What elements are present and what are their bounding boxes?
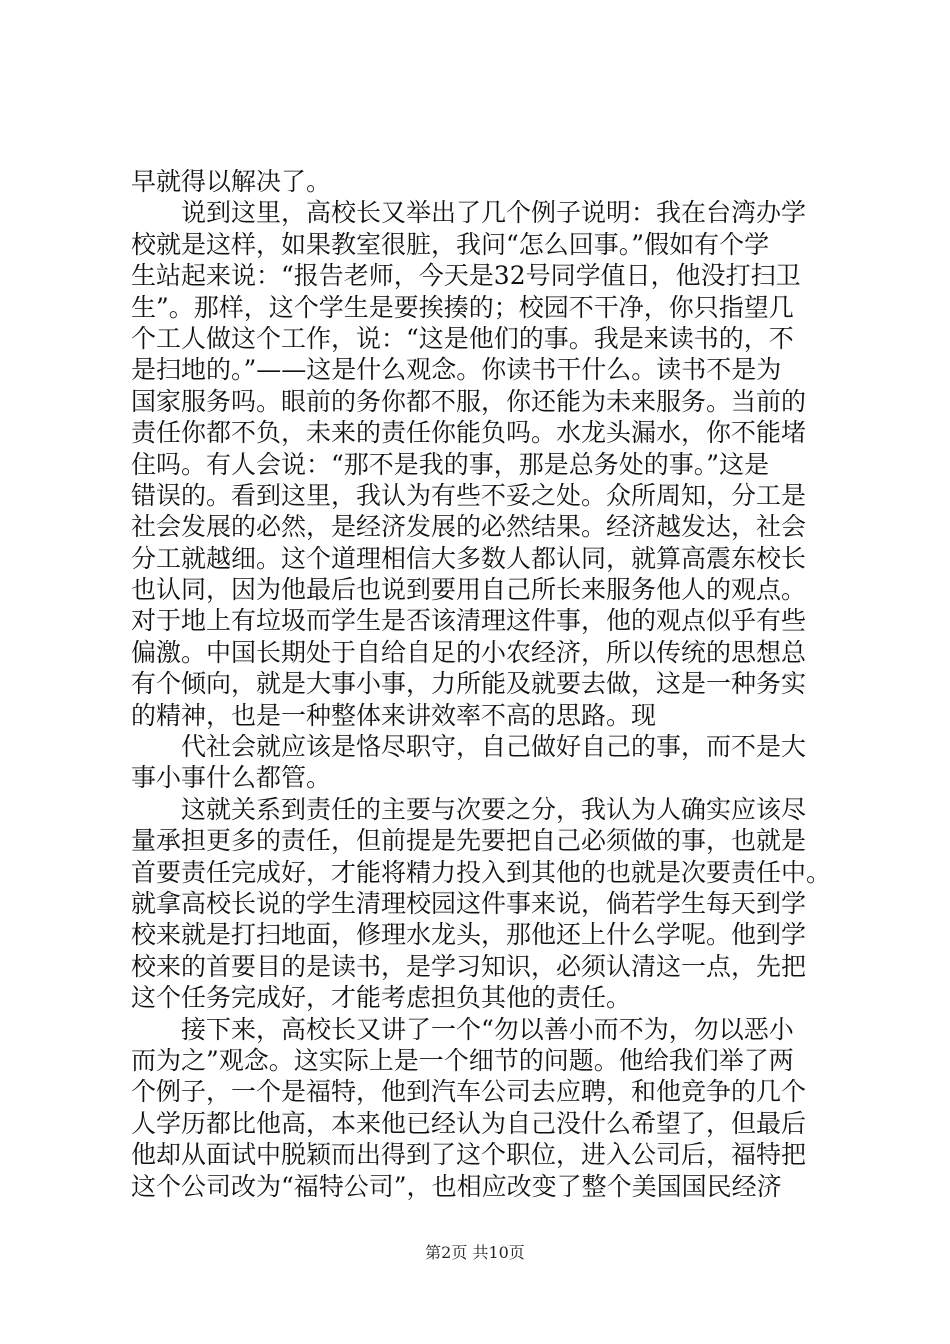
- text-line: 接下来，高校长又讲了一个“勿以善小而不为，勿以恶小: [131, 1014, 794, 1044]
- text-line: 人学历都比他高，本来他已经认为自己没什么希望了，但最后: [131, 1108, 807, 1138]
- text-line: 校来的首要目的是读书，是学习知识，必须认清这一点，先把: [131, 951, 807, 981]
- text-line: 校来就是打扫地面，修理水龙头，那他还上什么学呢。他到学: [131, 920, 807, 950]
- text-line: 偏激。中国长期处于自给自足的小农经济，所以传统的思想总: [131, 637, 807, 667]
- text-line: 代社会就应该是恪尽职守，自己做好自己的事，而不是大: [131, 732, 807, 762]
- text-line: 这就关系到责任的主要与次要之分，我认为人确实应该尽: [131, 794, 807, 824]
- text-line: 是扫地的。”——这是什么观念。你读书干什么。读书不是为: [131, 355, 782, 385]
- page-footer: 第2页 共10页: [425, 1243, 525, 1262]
- text-line: 就拿高校长说的学生清理校园这件事来说，倘若学生每天到学: [131, 888, 807, 918]
- text-line: 而为之”观念。这实际上是一个细节的问题。他给我们举了两: [131, 1045, 794, 1075]
- text-line: 生站起来说：“报告老师，今天是32号同学值日，他没打扫卫: [131, 261, 801, 291]
- text-line: 住吗。有人会说：“那不是我的事，那是总务处的事。”这是: [131, 449, 770, 479]
- text-line: 分工就越细。这个道理相信大多数人都认同，就算高震东校长: [131, 543, 807, 573]
- text-line: 个工人做这个工作，说：“这是他们的事。我是来读书的，不: [131, 323, 794, 353]
- text-line: 这个任务完成好，才能考虑担负其他的责任。: [131, 983, 632, 1013]
- text-line: 也认同，因为他最后也说到要用自己所长来服务他人的观点。: [131, 575, 807, 605]
- text-line: 生”。那样，这个学生是要挨揍的；校园不干净，你只指望几: [131, 292, 794, 322]
- text-line: 他却从面试中脱颖而出得到了这个职位，进入公司后，福特把: [131, 1140, 807, 1170]
- text-line: 社会发展的必然，是经济发展的必然结果。经济越发达，社会: [131, 512, 807, 542]
- text-line: 首要责任完成好，才能将精力投入到其他的也就是次要责任中。: [131, 857, 832, 887]
- text-line: 的精神，也是一种整体来讲效率不高的思路。现: [131, 700, 657, 730]
- text-line: 个例子，一个是福特，他到汽车公司去应聘，和他竞争的几个: [131, 1077, 807, 1107]
- text-line: 国家服务吗。眼前的务你都不服，你还能为未来服务。当前的: [131, 386, 807, 416]
- text-line: 责任你都不负，未来的责任你能负吗。水龙头漏水，你不能堵: [131, 418, 807, 448]
- text-line: 事小事什么都管。: [131, 763, 332, 793]
- text-line: 错误的。看到这里，我认为有些不妥之处。众所周知，分工是: [131, 480, 807, 510]
- text-line: 早就得以解决了。: [131, 167, 332, 196]
- text-line: 这个公司改为“福特公司”，也相应改变了整个美国国民经济: [131, 1171, 782, 1201]
- document-body: [131, 166, 831, 1202]
- text-line: 有个倾向，就是大事小事，力所能及就要去做，这是一种务实: [131, 669, 807, 699]
- text-line: 说到这里，高校长又举出了几个例子说明：我在台湾办学: [131, 198, 807, 228]
- text-line: 校就是这样，如果教室很脏，我问“怎么回事。”假如有个学: [131, 229, 770, 259]
- text-line: 量承担更多的责任，但前提是先要把自己必须做的事，也就是: [131, 826, 807, 856]
- text-line: 对于地上有垃圾而学生是否该清理这件事，他的观点似乎有些: [131, 606, 807, 636]
